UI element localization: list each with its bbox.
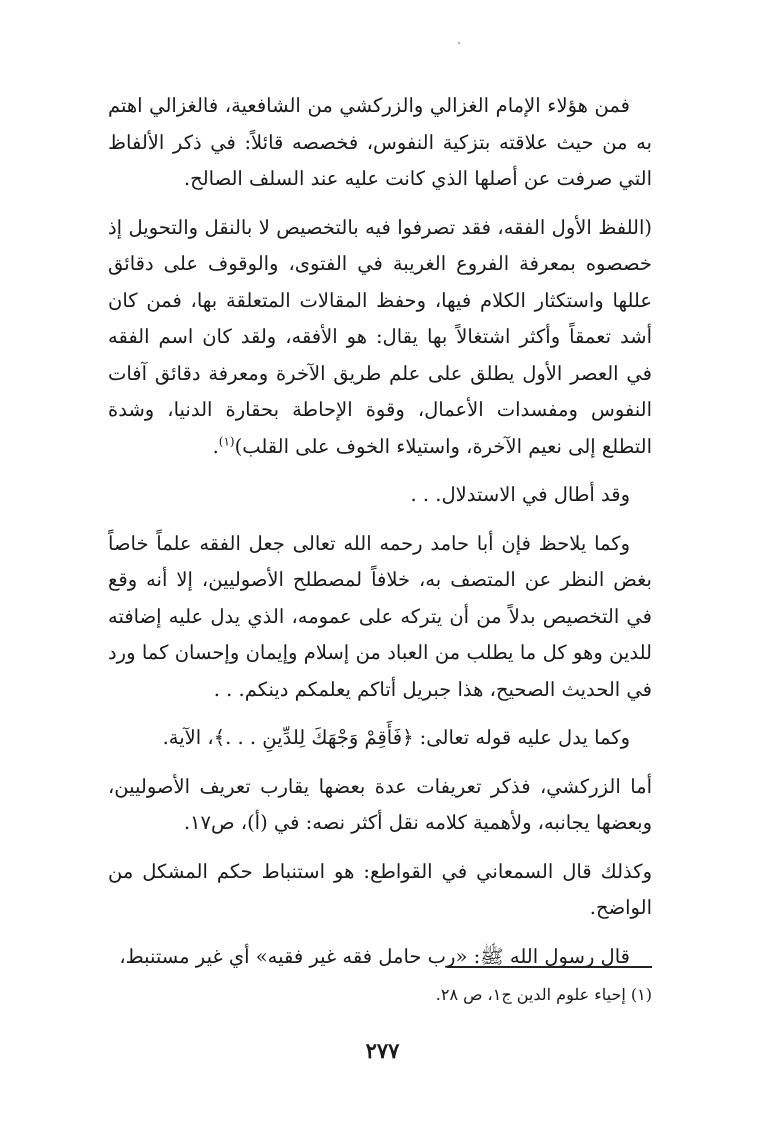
paragraph-4: وكما يلاحظ فإن أبا حامد رحمه الله تعالى جعل الفقه علماً خاصاً بغض النظر عن المتصف به، خلافاً لمصطلح الأصوليين، إلا أنه وقع في التخصيص بدلاً من أن يتركه على عمومه، الذي يدل عليه إضافته للدين وهو كل ما يطلب من العباد من إسلام وإيمان وإحسان كما ورد في الحديث الصحيح، هذا جبريل أتاكم يعلمكم دينكم. . .: [108, 531, 652, 701]
footnote-marker: (١): [218, 434, 235, 448]
footnote-divider: [447, 966, 652, 968]
body-text: [108, 88, 652, 987]
paragraph-7: وكذلك قال السمعاني في القواطع: هو استنباط حكم المشكل من الواضح.: [108, 859, 652, 919]
paragraph-1: فمن هؤلاء الإمام الغزالي والزركشي من الشافعية، فالغزالي اهتم به من حيث علاقته بتزكية النفوس، فخصصه قائلاً: في ذكر الألفاظ التي صرفت عن أصلها الذي كانت عليه عند السلف الصالح.: [108, 94, 652, 190]
paragraph-5: وكما يدل عليه قوله تعالى: ﴿فَأَقِمْ وَجْهَكَ لِلدِّينِ . . .﴾، الآية.: [162, 726, 630, 749]
quote-text: (اللفظ الأول الفقه، فقد تصرفوا فيه بالتخصيص لا بالنقل والتحويل إذ خصصوه بمعرفة الفروع الغريبة في الفتوى، والوقوف على دقائق عللها واستكثار الكلام فيها، وحفظ المقالات المتعلقة بها، فمن كان أشد تعمقاً وأكثر اشتغالاً بها يقال: هو الأفقه، ولقد كان اسم الفقه في العصر الأول يطلق على علم طريق الآخرة ومعرفة دقائق آفات النفوس ومفسدات الأعمال، وقوة الإحاطة بحقارة الدنيا، وشدة التطلع إلى نعيم الآخرة، واستيلاء الخوف على القلب): [108, 215, 652, 458]
paragraph-6: أما الزركشي، فذكر تعريفات عدة بعضها يقارب تعريف الأصوليين، وبعضها يجانبه، ولأهمية كلامه نقل أكثر نصه: في (أ)، ص١٧.: [108, 774, 652, 834]
paragraph-3: وقد أطال في الاستدلال. . .: [410, 483, 630, 506]
quote-end: .: [212, 434, 219, 458]
paragraph-2-quote: [108, 210, 652, 466]
footnote: (١) إحياء علوم الدين ج١، ص ٢٨.: [435, 985, 652, 1004]
scan-speck: [458, 42, 460, 44]
page-number: ٢٧٧: [365, 1038, 400, 1063]
paragraph-8: قال رسول الله ﷺ: «رب حامل فقه غير فقيه» أي غير مستنبط،: [119, 944, 630, 968]
